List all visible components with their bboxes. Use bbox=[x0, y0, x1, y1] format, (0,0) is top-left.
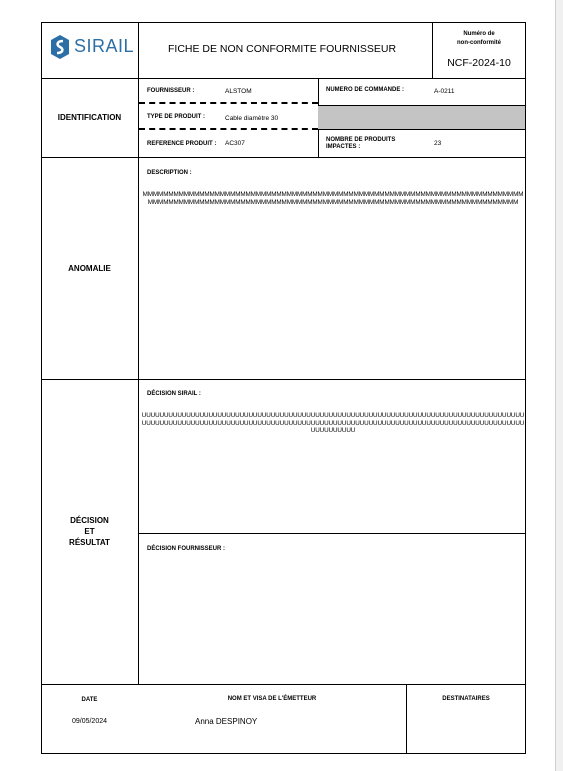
section-decision-line1: DÉCISION bbox=[70, 516, 109, 525]
product-type-label: TYPE DE PRODUIT : bbox=[147, 114, 206, 120]
description-text: MMMMMMMMMMMMMMMMMMMMMMMMMMMMMMMMMMMMMMMMMMMMMMMMMMMMMMMMMMMMMMMMMMMMMMMMMMMMMMMMMMMMMMMMMMMMMMMMMMMMMMMMMMMMMMMMMMMMMMMMMMMMMMMMMMMMMMMMMMMMMMMMMM bbox=[142, 191, 524, 206]
sirail-decision-text: UUUUUUUUUUUUUUUUUUUUUUUUUUUUUUUUUUUUUUUUUUUUUUUUUUUUUUUUUUUUUUUUUUUUUUUUUUUUUUUUUUUUUUUUUUUUUUUUUUUUUUUUUUUUUUUUUUUUUUUUUUUUUUUUUUUUUUUUUUUUUUUUUUUUUUUUUUUUUUUUUUUUUUUUUUUUUUUUUUUUUU bbox=[141, 412, 525, 434]
section-decision-line3: RÉSULTAT bbox=[69, 538, 110, 547]
section-anomaly: ANOMALIE bbox=[68, 264, 111, 273]
section-decision-line2: ET bbox=[84, 527, 95, 536]
product-ref-value: AC307 bbox=[225, 140, 245, 147]
supplier-decision-label: DÉCISION FOURNISSEUR : bbox=[147, 546, 226, 552]
date-value: 09/05/2024 bbox=[71, 718, 108, 725]
vdivider-header-left bbox=[138, 22, 139, 79]
order-number-value: A-0211 bbox=[434, 88, 455, 95]
divider-identification bbox=[41, 157, 526, 158]
form-frame bbox=[41, 22, 526, 754]
supplier-label: FOURNISSEUR : bbox=[147, 88, 195, 94]
supplier-value: ALSTOM bbox=[225, 88, 252, 95]
vdivider-label-column bbox=[138, 78, 139, 685]
logo-text: SIRAIL bbox=[74, 36, 135, 56]
impacted-label-line1: NOMBRE DE PRODUITS bbox=[326, 137, 396, 143]
ncf-number: NCF-2024-10 bbox=[447, 57, 511, 69]
issuer-value: Anna DESPINOY bbox=[195, 717, 258, 726]
ncf-label-line1: Numéro de bbox=[463, 31, 495, 37]
divider-id-row2-right bbox=[318, 129, 526, 130]
impacted-value: 23 bbox=[434, 140, 442, 147]
sirail-decision-label: DÉCISION SIRAIL : bbox=[147, 391, 201, 397]
sirail-logo bbox=[49, 33, 135, 61]
form-title: FICHE DE NON CONFORMITE FOURNISSEUR bbox=[168, 43, 397, 55]
description-label: DESCRIPTION : bbox=[147, 170, 192, 176]
product-ref-label: REFERENCE PRODUIT : bbox=[147, 141, 217, 147]
issuer-label: NOM ET VISA DE L'ÉMETTEUR bbox=[227, 696, 317, 702]
empty-gray-cell bbox=[318, 106, 525, 129]
recipients-label: DESTINATAIRES bbox=[442, 696, 490, 702]
vertical-scrollbar[interactable] bbox=[556, 0, 563, 771]
dashed-divider-2 bbox=[139, 128, 318, 130]
divider-decision-footer bbox=[41, 684, 526, 685]
divider-decision bbox=[138, 533, 526, 534]
order-number-label: NUMERO DE COMMANDE : bbox=[326, 87, 404, 93]
sirail-logo-icon bbox=[49, 34, 71, 60]
dashed-divider-1 bbox=[139, 102, 318, 104]
vdivider-footer bbox=[406, 684, 407, 754]
divider-header bbox=[41, 78, 526, 79]
date-label: DATE bbox=[81, 697, 98, 703]
impacted-label-line2: IMPACTES : bbox=[326, 144, 361, 150]
product-type-value: Cable diamètre 30 bbox=[225, 115, 279, 122]
section-identification: IDENTIFICATION bbox=[57, 113, 122, 122]
ncf-label-line2: non-conformité bbox=[457, 40, 501, 46]
divider-anomaly bbox=[41, 379, 526, 380]
